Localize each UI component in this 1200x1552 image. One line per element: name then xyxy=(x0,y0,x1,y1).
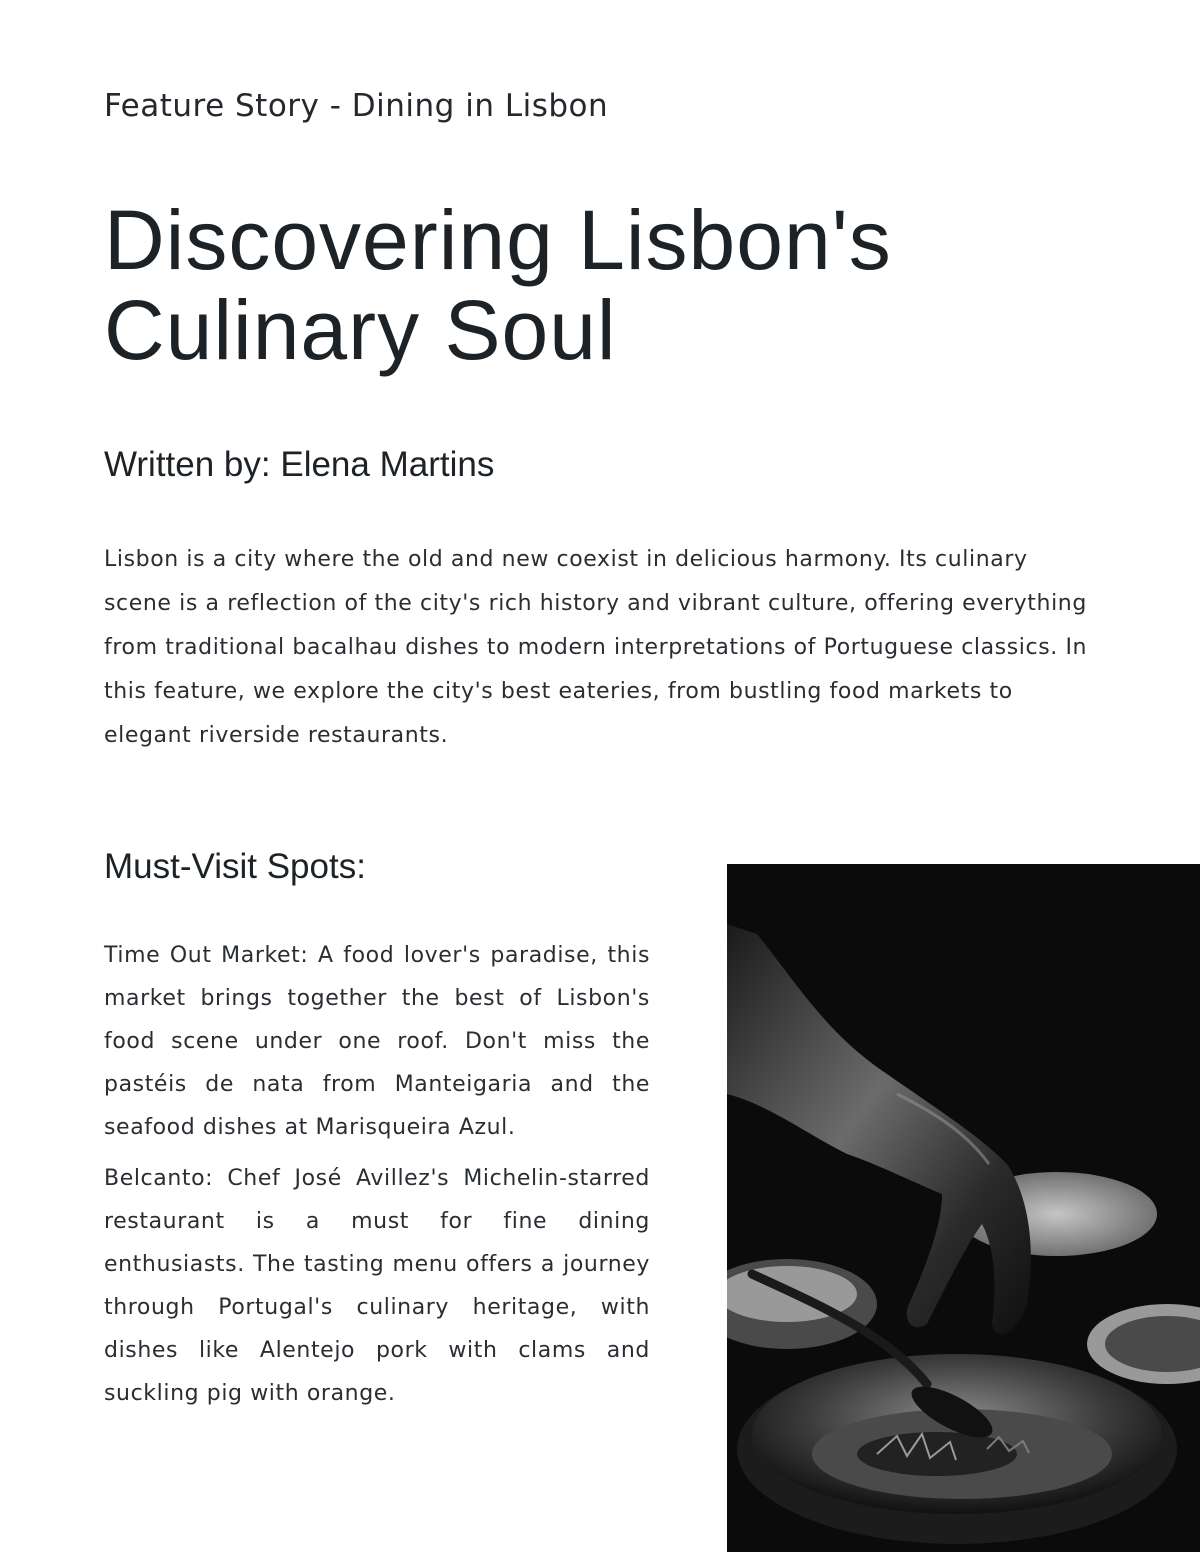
spots-list xyxy=(104,934,650,1423)
must-visit-heading: Must-Visit Spots: xyxy=(104,847,366,886)
spot-belcanto: Belcanto: Chef José Avillez's Michelin-starred restaurant is a must for fine dining enthusiasts. The tasting menu offers a journey through Portugal's culinary heritage, with dishes like Alentejo pork with clams and suckling pig with orange. xyxy=(104,1166,650,1406)
spot-time-out-market: Time Out Market: A food lover's paradise, this market brings together the best of Lisbon's food scene under one roof. Don't miss the pastéis de nata from Manteigaria and the seafood dishes at Marisqueira Azul. xyxy=(104,943,650,1140)
plating-photo-illustration xyxy=(727,864,1200,1552)
page-title: Discovering Lisbon's Culinary Soul xyxy=(104,193,892,377)
hand-plating-dish-photo xyxy=(727,864,1200,1552)
author-byline: Written by: Elena Martins xyxy=(104,445,495,484)
intro-paragraph: Lisbon is a city where the old and new coexist in delicious harmony. Its culinary scene is a reflection of the city's rich history and vibrant culture, offering everything from traditional bacalhau dishes to modern interpretations of Portuguese classics. In this feature, we explore the city's best eateries, from bustling food markets to elegant riverside restaurants. xyxy=(104,547,1088,748)
feature-kicker: Feature Story - Dining in Lisbon xyxy=(104,88,609,124)
